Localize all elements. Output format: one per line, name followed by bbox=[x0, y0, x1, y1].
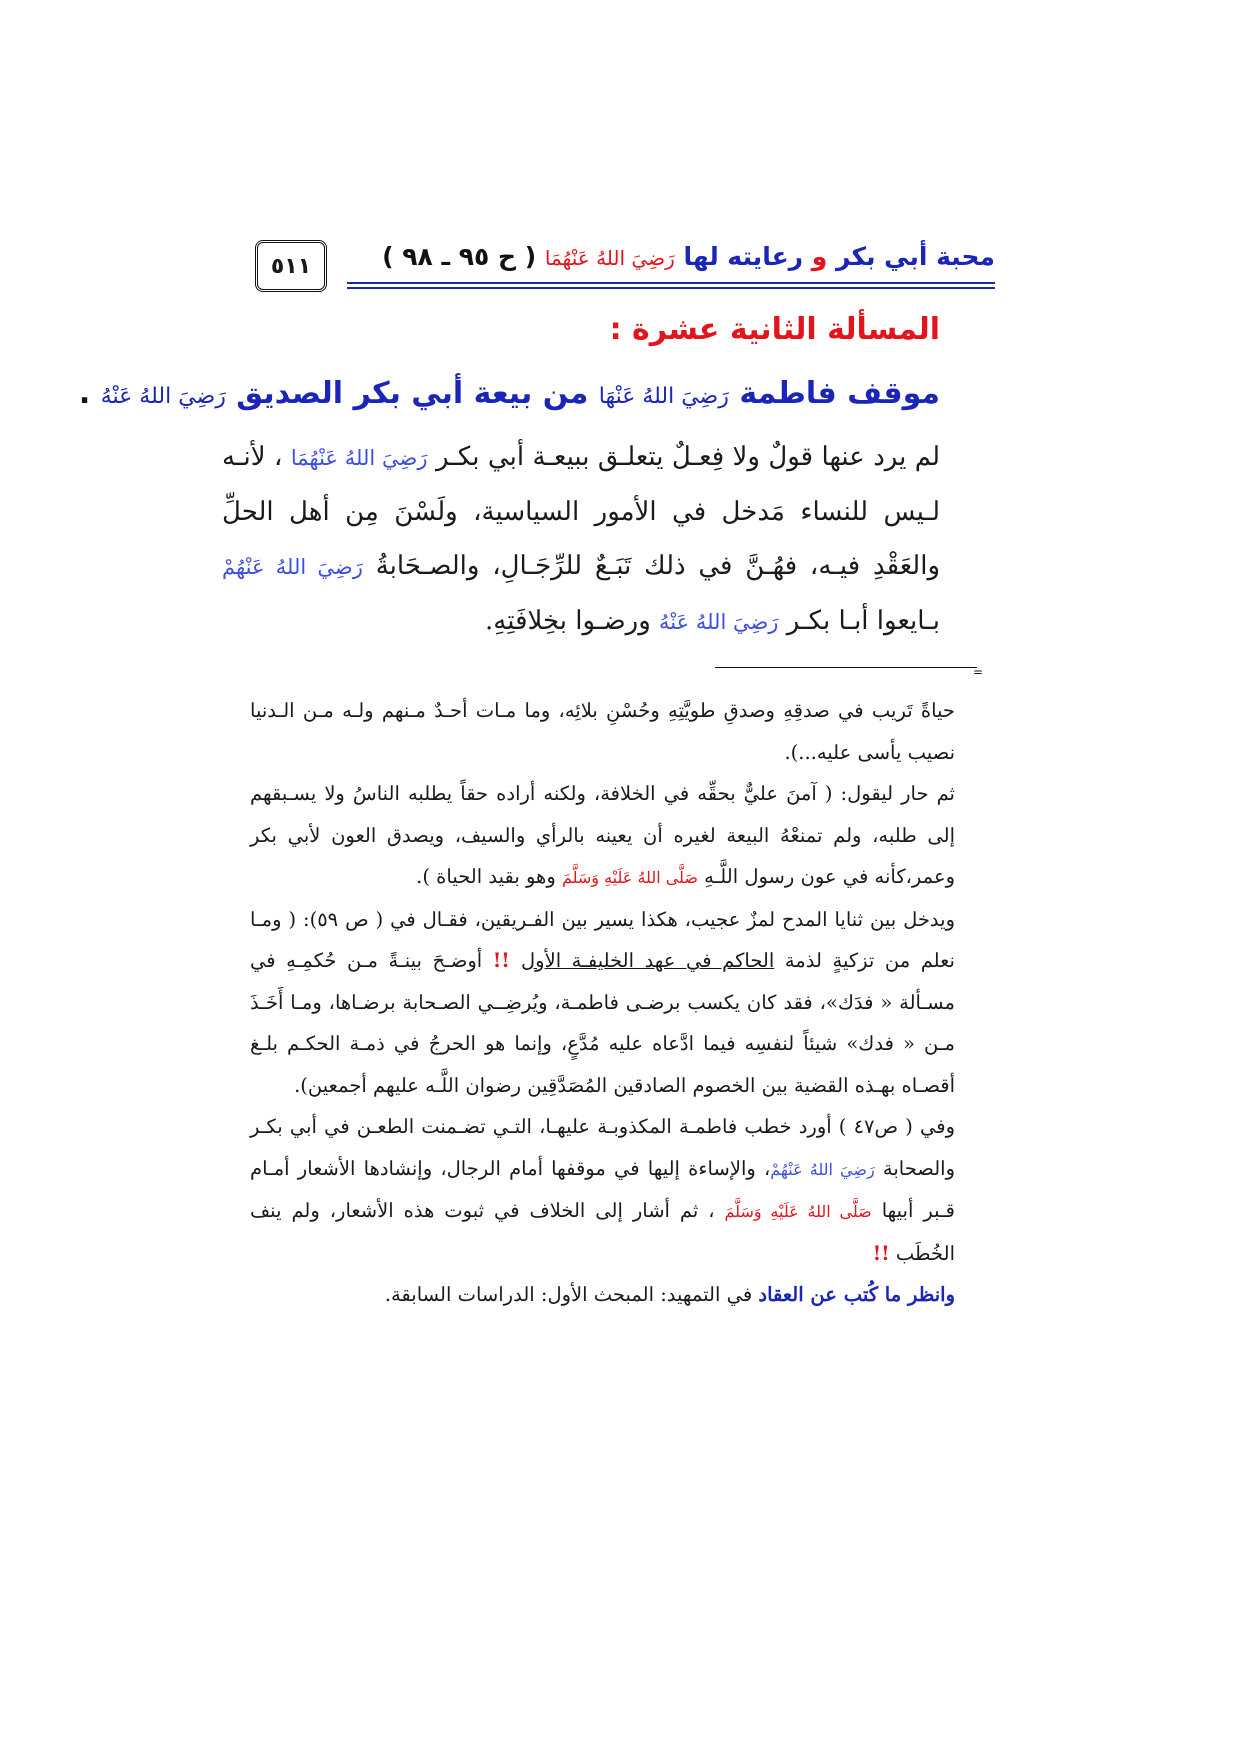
fn4-text-c: ، ثم أشار إلى الخلاف في ثبوت هذه الأشعار، ولم ينف الخُطَب bbox=[250, 1199, 955, 1265]
running-title-part2: و bbox=[803, 242, 836, 271]
fn2-text-a: ثم حار ليقول: ( آمنَ عليٌّ بحقِّه في الخلافة، ولكنه أراده حقاً يطلبه الناسُ ولا يسـبقهم إلى طلبه، ولم تمنعْهُ البيعة لغيره أن يعينه بالرأي والسيف، ويصدق العون لأبي بكر وعمر،كأنه في عون رسول اللَّـهِ bbox=[250, 782, 955, 888]
main-text-3: بـايعوا أبـا بكـر bbox=[778, 606, 940, 636]
fn4-text-a: وفي ( ص٤٧ ) أورد خطب فاطمـة المكذوبـة عليهـا، التـي تضـمنت الطعـن في أبي بكـر والصحابة bbox=[250, 1115, 955, 1180]
footnote-paragraph-3 bbox=[250, 899, 955, 1107]
topic-heading-honorific-2: رَضِيَ اللهُ عَنْهُ bbox=[100, 384, 226, 409]
topic-heading-part1: موقف فاطمة bbox=[728, 376, 940, 411]
main-text-2: ، لأنـه لـيس للنساء مَدخل في الأمور السياسية، ولَسْنَ مِن أهل الحلِّ والعَقْدِ فيـه، فهُـنَّ في ذلك تَبَـعٌ للرِّجَـالِ، والصـحَابةُ bbox=[222, 442, 940, 581]
fn5-text: في التمهيد: المبحث الأول: الدراسات السابقة. bbox=[384, 1283, 759, 1306]
issue-heading: المسألة الثانية عشرة : bbox=[609, 312, 940, 347]
footnote-paragraph-2 bbox=[250, 773, 955, 899]
main-text-4: ورضـوا بخِلافَتِهِ. bbox=[485, 606, 660, 636]
fn4-honorific-2: صَلَّى اللهُ عَلَيْهِ وَسَلَّمَ bbox=[724, 1202, 872, 1221]
running-title-honorific: رَضِيَ اللهُ عَنْهُمَا bbox=[544, 246, 675, 270]
fn2-honorific: صَلَّى اللهُ عَلَيْهِ وَسَلَّمَ bbox=[561, 868, 698, 887]
topic-heading-end: . bbox=[78, 376, 101, 411]
fn2-text-b: وهو بقيد الحياة ). bbox=[416, 865, 562, 888]
main-paragraph bbox=[222, 430, 940, 649]
topic-heading-honorific-1: رَضِيَ اللهُ عَنْهَا bbox=[598, 384, 729, 409]
footnotes bbox=[250, 690, 955, 1316]
fn3-exclamation: !! bbox=[492, 949, 521, 972]
main-text-1: لم يرد عنها قولٌ ولا فِعـلٌ يتعلـق ببيعـة أبي بكـر bbox=[427, 442, 941, 472]
running-title-part1: محبة أبي بكر bbox=[836, 242, 995, 271]
main-honorific-3: رَضِيَ اللهُ عَنْهُ bbox=[659, 610, 779, 634]
fn3-underlined: الحاكم في عهد الخليفـة الأول bbox=[521, 949, 775, 972]
fn3-text-b: أوضـحَ بينـةً مـن حُكمِـهِ في مسـألة « فدَك»، فقد كان يكسب برضـى فاطمـة، ويُرضِــي الصـحابة برضـاها، ومـا أَخَـذَ مـن « فدك» شيئاً لنفسِه فيما ادَّعاه عليه مُدَّعٍ، وإنما هو الحرجُ في ذمـة الحكـم بلـغ أقصـاه بهـذه القضية بين الخصوم الصادقين المُصَدَّقِين رضوان اللَّـه عليهم أجمعين). bbox=[250, 949, 955, 1097]
footnote-paragraph-5 bbox=[250, 1274, 955, 1316]
running-title-reference: ( ح ٩٥ ـ ٩٨ ) bbox=[382, 242, 545, 271]
fn4-exclamation: !! bbox=[872, 1241, 890, 1265]
fn4-honorific-1: رَضِيَ اللهُ عَنْهُمْ bbox=[770, 1159, 875, 1179]
footnote-separator bbox=[715, 667, 977, 668]
footnote-paragraph-4 bbox=[250, 1106, 955, 1274]
header-rule bbox=[347, 282, 995, 289]
page-number: ٥١١ bbox=[255, 240, 327, 292]
topic-heading bbox=[78, 376, 940, 411]
main-honorific-1: رَضِيَ اللهُ عَنْهُمَا bbox=[290, 446, 428, 470]
page-header bbox=[255, 240, 995, 294]
topic-heading-part2: من بيعة أبي بكر الصديق bbox=[225, 376, 599, 411]
footnote-continuation-marker: = bbox=[973, 665, 984, 679]
main-honorific-2: رَضِيَ اللهُ عَنْهُمْ bbox=[222, 555, 363, 579]
fn3-text-a: ويدخل بين ثنايا المدح لمزٌ عجيب، هكذا يسير بين الفـريقين، فقـال في ( ص ٥٩): ( ومـا نعلم من تزكيةٍ لذمة bbox=[250, 907, 956, 972]
running-title-part3: رعايته لها bbox=[674, 242, 804, 271]
fn5-bold-reference: وانظر ما كُتب عن العقاد bbox=[758, 1283, 955, 1306]
running-title bbox=[335, 242, 995, 282]
fn4-text-b: ، والإساءة إليها في موقفها أمام الرجال، وإنشادها الأشعار أمـام قـبر أبيها bbox=[250, 1156, 956, 1222]
footnote-paragraph-1: حياةً تَريب في صدقِهِ وصدقِ طويَّتِهِ وحُسْنِ بلائِه، وما مـات أحـدٌ مـنهم ولـه مـن الـدنيا نصيب يأسى عليه...). bbox=[250, 699, 955, 764]
